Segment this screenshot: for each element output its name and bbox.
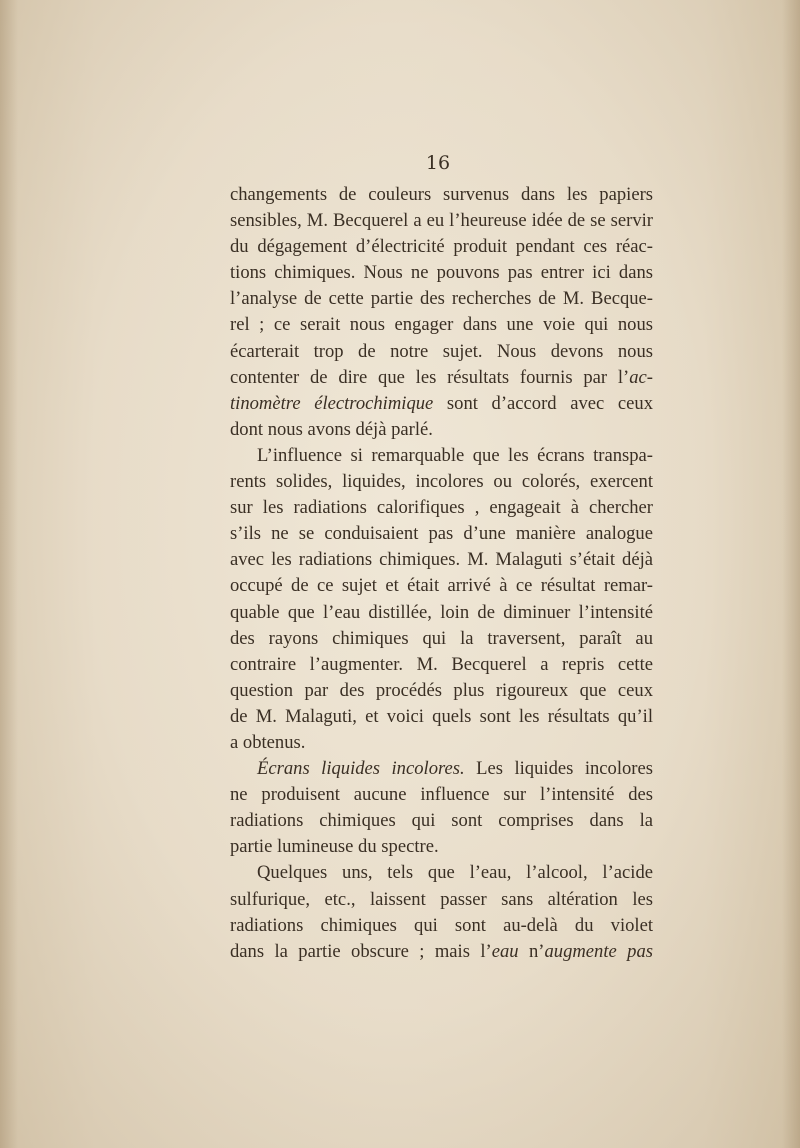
italic-text: Écrans liquides incolores. xyxy=(257,758,465,780)
text-line xyxy=(230,547,653,573)
text-segment: question par des procédés plus rigoureux que ceux xyxy=(230,679,653,701)
text-line xyxy=(230,443,653,469)
text-segment: rents solides, liquides, incolores ou colorés, exercent xyxy=(230,471,653,493)
text-line xyxy=(230,678,653,704)
text-line xyxy=(230,365,653,391)
italic-text: ac- xyxy=(629,366,653,388)
page-left-edge xyxy=(0,0,18,1148)
text-segment: l’analyse de cette partie des recherches de M. Becque- xyxy=(230,288,653,310)
text-line xyxy=(230,417,653,443)
text-line xyxy=(230,495,653,521)
text-segment: radiations chimiques qui sont comprises dans la xyxy=(230,810,653,832)
text-line xyxy=(230,730,653,756)
text-segment: sur les radiations calorifiques , engageait à chercher xyxy=(230,497,653,519)
text-segment: avec les radiations chimiques. M. Malaguti s’était déjà xyxy=(230,549,653,571)
text-line xyxy=(230,913,653,939)
text-segment: sont d’accord avec ceux xyxy=(433,392,653,414)
text-line xyxy=(230,834,653,860)
page-right-edge xyxy=(782,0,800,1148)
text-segment: dont nous avons déjà parlé. xyxy=(230,418,433,440)
text-line xyxy=(230,860,653,886)
page-number: 16 xyxy=(425,152,451,174)
text-segment: dans la partie obscure ; mais l’ xyxy=(230,940,492,962)
body-text xyxy=(230,182,653,965)
text-segment: Les liquides incolores xyxy=(464,758,653,780)
text-line xyxy=(230,208,653,234)
text-segment: contenter de dire que les résultats fournis par l’ xyxy=(230,366,630,388)
text-segment: occupé de ce sujet et était arrivé à ce résultat remar- xyxy=(230,575,653,597)
text-segment: radiations chimiques qui sont au-delà du violet xyxy=(230,914,653,936)
text-line xyxy=(230,339,653,365)
text-line xyxy=(230,260,653,286)
text-segment: contraire l’augmenter. M. Becquerel a repris cette xyxy=(230,653,653,675)
text-segment: L’influence si remarquable que les écrans transpa- xyxy=(257,444,653,466)
text-line xyxy=(230,182,653,208)
text-line xyxy=(230,652,653,678)
text-line xyxy=(230,782,653,808)
text-segment: sensibles, M. Becquerel a eu l’heureuse idée de se servir xyxy=(230,210,653,232)
text-line xyxy=(230,521,653,547)
italic-text: tinomètre électrochimique xyxy=(230,392,434,414)
text-segment: ne produisent aucune influence sur l’intensité des xyxy=(230,784,653,806)
text-line xyxy=(230,939,653,965)
text-line xyxy=(230,704,653,730)
italic-text: augmente pas xyxy=(544,940,654,962)
text-line xyxy=(230,234,653,260)
text-line xyxy=(230,626,653,652)
text-segment: changements de couleurs survenus dans les papiers xyxy=(230,184,653,205)
text-segment: de M. Malaguti, et voici quels sont les résultats qu’il xyxy=(230,705,653,727)
text-line xyxy=(230,469,653,495)
text-segment: rel ; ce serait nous engager dans une voie qui nous xyxy=(230,314,653,336)
italic-text: eau xyxy=(491,940,519,962)
text-segment: s’ils ne se conduisaient pas d’une manière analogue xyxy=(230,523,653,545)
text-segment: tions chimiques. Nous ne pouvons pas entrer ici dans xyxy=(230,262,653,284)
text-segment: du dégagement d’électricité produit pendant ces réac- xyxy=(230,236,653,258)
text-segment: quable que l’eau distillée, loin de diminuer l’intensité xyxy=(230,601,653,623)
text-segment: écarterait trop de notre sujet. Nous devons nous xyxy=(230,340,653,362)
text-segment: a obtenus. xyxy=(230,731,306,753)
text-segment: n’ xyxy=(518,940,545,962)
text-line xyxy=(230,312,653,338)
text-line xyxy=(230,887,653,913)
text-line xyxy=(230,286,653,312)
text-line xyxy=(230,391,653,417)
text-line xyxy=(230,756,653,782)
text-segment: partie lumineuse du spectre. xyxy=(230,836,439,858)
text-segment: des rayons chimiques qui la traversent, paraît au xyxy=(230,627,653,649)
text-line xyxy=(230,808,653,834)
text-segment: Quelques uns, tels que l’eau, l’alcool, l’acide xyxy=(257,862,653,884)
text-line xyxy=(230,600,653,626)
text-line xyxy=(230,573,653,599)
text-segment: sulfurique, etc., laissent passer sans altération les xyxy=(230,888,653,910)
